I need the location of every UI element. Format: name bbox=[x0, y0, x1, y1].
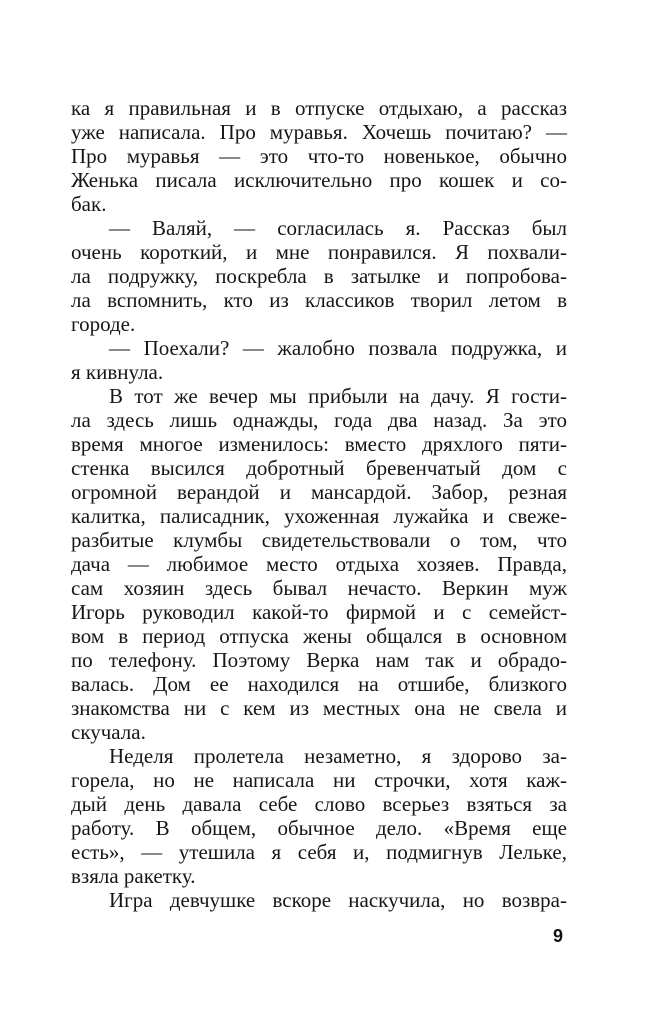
text-line: горела, но не написала ни строчки, хотя каж- bbox=[71, 768, 567, 792]
text-line: ка я правильная и в отпуске отдыхаю, а рассказ bbox=[71, 96, 567, 120]
text-line: Игра девчушке вскоре наскучила, но возвра- bbox=[109, 888, 567, 912]
text-line: сам хозяин здесь бывал нечасто. Веркин муж bbox=[71, 576, 567, 600]
text-line: ла вспомнить, кто из классиков творил летом в bbox=[71, 288, 567, 312]
paragraph bbox=[71, 384, 567, 744]
text-line: бак. bbox=[71, 192, 107, 216]
text-line: есть», — утешила я себя и, подмигнув Лельке, bbox=[71, 840, 567, 864]
text-line: Про муравья — это что-то новенькое, обычно bbox=[71, 144, 567, 168]
text-line: по телефону. Поэтому Верка нам так и обрадо- bbox=[71, 648, 567, 672]
text-line: Неделя пролетела незаметно, я здорово за- bbox=[109, 744, 567, 768]
text-line: Женька писала исключительно про кошек и со- bbox=[71, 168, 567, 192]
text-column bbox=[71, 96, 567, 946]
text-line: стенка высился добротный бревенчатый дом с bbox=[71, 456, 567, 480]
text-line: ла подружку, поскребла в затылке и попробова- bbox=[71, 264, 567, 288]
text-line: я кивнула. bbox=[71, 360, 164, 384]
text-line: уже написала. Про муравья. Хочешь почитаю? — bbox=[71, 120, 567, 144]
text-line: скучала. bbox=[71, 720, 146, 744]
text-line: — Валяй, — согласилась я. Рассказ был bbox=[109, 216, 567, 240]
text-line: ла здесь лишь однажды, года два назад. За это bbox=[71, 408, 567, 432]
text-line: работу. В общем, обычное дело. «Время еще bbox=[71, 816, 567, 840]
paragraph bbox=[71, 216, 567, 336]
text-block bbox=[71, 96, 567, 912]
text-line: очень короткий, и мне понравился. Я похвали- bbox=[71, 240, 567, 264]
text-line: взяла ракетку. bbox=[71, 864, 196, 888]
paragraph bbox=[71, 336, 567, 384]
text-line: дача — любимое место отдыха хозяев. Правда, bbox=[71, 552, 567, 576]
text-line: разбитые клумбы свидетельствовали о том, что bbox=[71, 528, 567, 552]
paragraph bbox=[71, 744, 567, 888]
text-line: время многое изменилось: вместо дряхлого пяти- bbox=[71, 432, 567, 456]
text-line: знакомства ни с кем из местных она не свела и bbox=[71, 696, 567, 720]
text-line: калитка, палисадник, ухоженная лужайка и свеже- bbox=[71, 504, 567, 528]
text-line: городе. bbox=[71, 312, 136, 336]
paragraph bbox=[71, 96, 567, 216]
paragraph bbox=[71, 888, 567, 912]
text-line: В тот же вечер мы прибыли на дачу. Я гости- bbox=[109, 384, 567, 408]
text-line: огромной верандой и мансардой. Забор, резная bbox=[71, 480, 567, 504]
text-line: валась. Дом ее находился на отшибе, близкого bbox=[71, 672, 567, 696]
page-number: 9 bbox=[552, 926, 563, 946]
text-line: дый день давала себе слово всерьез взяться за bbox=[71, 792, 567, 816]
text-line: — Поехали? — жалобно позвала подружка, и bbox=[109, 336, 567, 360]
text-line: Игорь руководил какой-то фирмой и с семейст- bbox=[71, 600, 567, 624]
text-line: вом в период отпуска жены общался в основном bbox=[71, 624, 567, 648]
